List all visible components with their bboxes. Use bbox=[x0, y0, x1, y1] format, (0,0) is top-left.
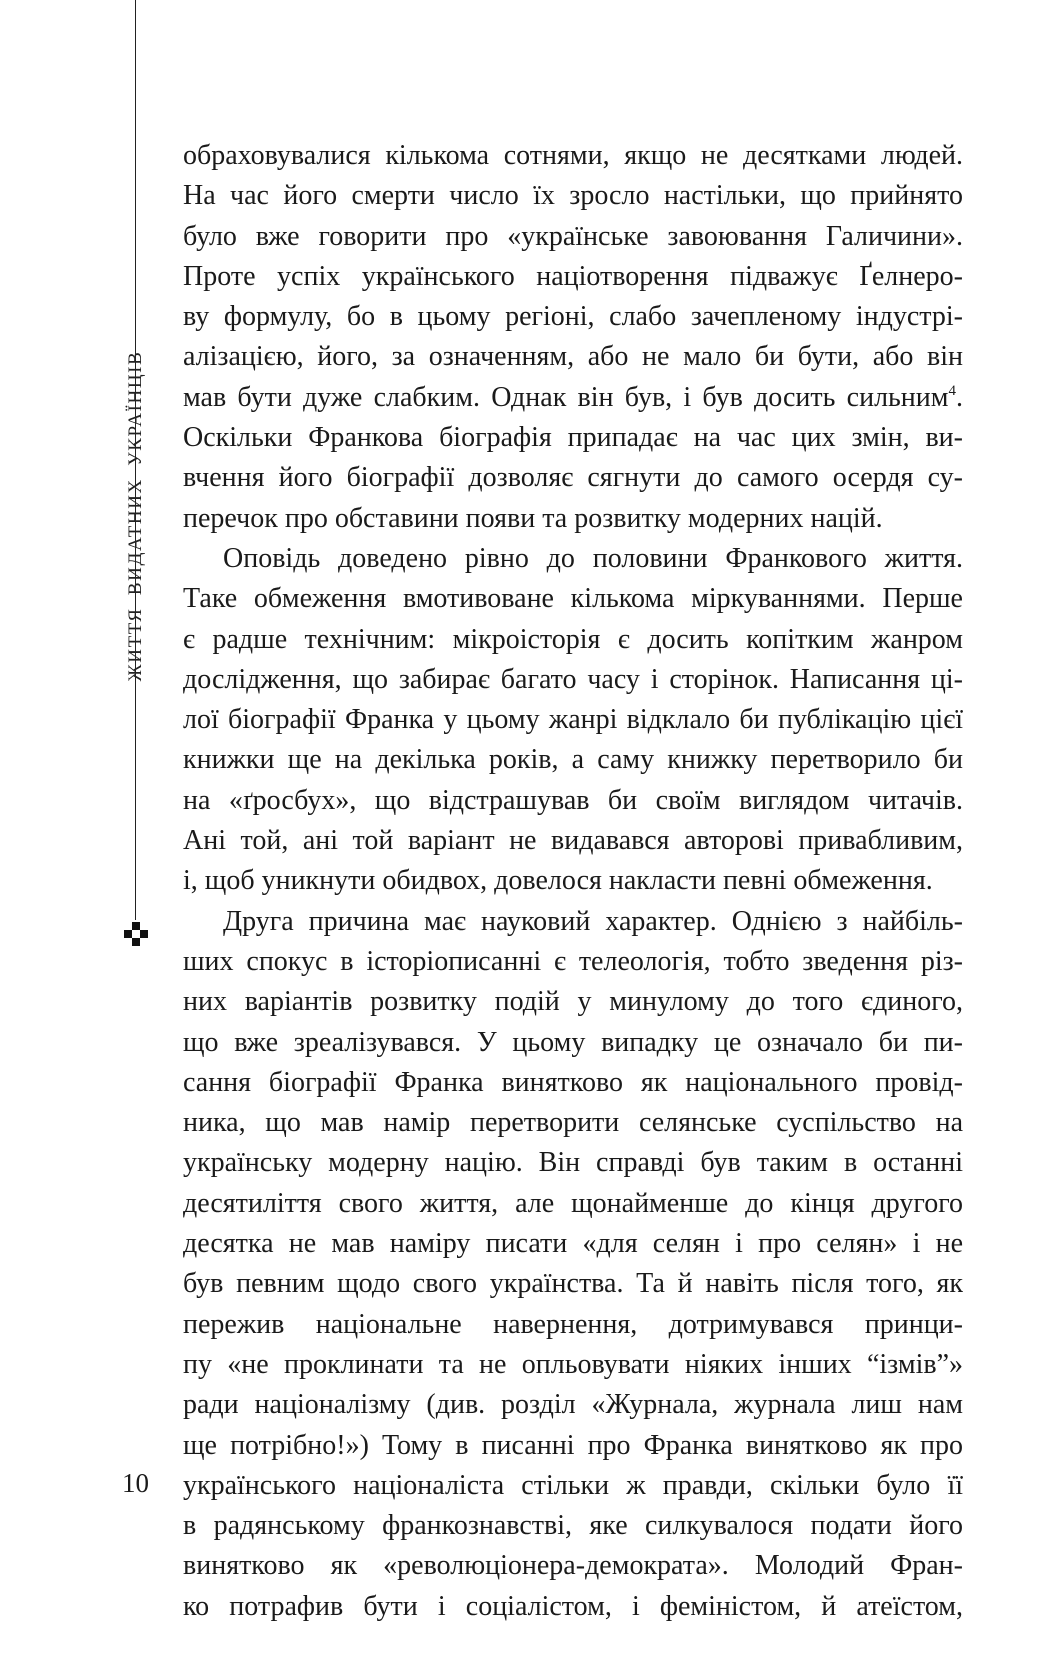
text-line bbox=[183, 700, 963, 740]
text-line bbox=[183, 1143, 963, 1183]
text-line bbox=[183, 1264, 963, 1304]
text-line-content: було вже говорити про «українське завоювання Галичини». bbox=[183, 220, 963, 252]
text-line bbox=[183, 740, 963, 780]
text-line bbox=[183, 378, 963, 418]
text-line-content: вчення його біографії дозволяє сягнути до самого осердя су- bbox=[183, 462, 963, 494]
text-line bbox=[183, 982, 963, 1022]
text-line-content: Таке обмеження вмотивоване кількома міркуваннями. Перше bbox=[183, 583, 963, 615]
text-line bbox=[183, 660, 963, 700]
text-line-content: на «ґросбух», що відстрашував би своїм виглядом читачів. bbox=[183, 784, 963, 816]
text-line bbox=[183, 821, 963, 861]
page-number: 10 bbox=[122, 1468, 149, 1498]
text-line-content: ще потрібно!») Тому в писанні про Франка винятково як про bbox=[183, 1429, 963, 1461]
text-line-content: Друга причина має науковий характер. Однією з найбіль- bbox=[223, 905, 963, 937]
text-line-content: ради націоналізму (див. розділ «Журнала, журнала лиш нам bbox=[183, 1389, 963, 1421]
text-line bbox=[183, 781, 963, 821]
text-line-content: українську модерну націю. Він справді був таким в останні bbox=[183, 1147, 963, 1179]
text-line-content: ника, що мав намір перетворити селянське суспільство на bbox=[183, 1107, 963, 1139]
text-line bbox=[183, 1063, 963, 1103]
running-head-text: ЖИТТЯ ВИДАТНИХ УКРАЇНЦІВ bbox=[124, 350, 146, 681]
text-line-content: ко потрафив бути і соціалістом, і феміністом, й атеїстом, bbox=[183, 1590, 963, 1622]
text-line bbox=[183, 136, 963, 176]
text-line-content: них варіантів розвитку подій у минулому до того єдиного, bbox=[183, 986, 963, 1018]
text-line-content: Оскільки Франкова біографія припадає на час цих змін, ви- bbox=[183, 422, 963, 454]
text-line bbox=[183, 1345, 963, 1385]
text-line bbox=[183, 499, 963, 539]
text-line bbox=[183, 418, 963, 458]
text-line bbox=[183, 1426, 963, 1466]
text-line-content: ших спокус в історіописанні є телеологія, тобто зведення різ- bbox=[183, 945, 963, 977]
text-line bbox=[183, 458, 963, 498]
text-line-content: Оповідь доведено рівно до половини Франкового життя. bbox=[223, 542, 963, 574]
text-line-content: винятково як «революціонера-демократа». Молодий Фран- bbox=[183, 1550, 963, 1582]
text-line-content: десятиліття свого життя, але щонайменше до кінця другого bbox=[183, 1187, 963, 1219]
text-line bbox=[183, 176, 963, 216]
text-line-content: дослідження, що забирає багато часу і сторінок. Написання ці- bbox=[183, 663, 963, 695]
text-line-content: сання біографії Франка винятково як національного провід- bbox=[183, 1066, 963, 1098]
text-line-content: перечок про обставини появи та розвитку модерних націй. bbox=[183, 502, 883, 534]
text-line bbox=[183, 902, 963, 942]
text-line-content: був певним щодо свого українства. Та й навіть після того, як bbox=[183, 1268, 963, 1300]
text-line bbox=[183, 1506, 963, 1546]
text-line bbox=[183, 620, 963, 660]
text-line bbox=[183, 257, 963, 297]
text-line-content: що вже зреалізувався. У цьому випадку це означало би пи- bbox=[183, 1026, 963, 1058]
text-line bbox=[183, 942, 963, 982]
text-line bbox=[183, 1305, 963, 1345]
body-text bbox=[183, 136, 963, 1627]
text-line-content: лої біографії Франка у цьому жанрі відклало би публікацію цієї bbox=[183, 704, 963, 736]
text-line bbox=[183, 1546, 963, 1586]
text-line-content: є радше технічним: мікроісторія є досить копітким жанром bbox=[183, 623, 963, 655]
text-line-content: книжки ще на декілька років, а саму книжку перетворило би bbox=[183, 744, 963, 776]
text-line bbox=[183, 861, 963, 901]
text-line bbox=[183, 297, 963, 337]
footnote-ref[interactable]: 4 bbox=[948, 382, 956, 399]
text-line-content: Проте успіх українського націотворення підважує Ґелнеро- bbox=[183, 260, 963, 292]
text-line-content: ву формулу, бо в цьому регіоні, слабо зачепленому індустрі- bbox=[183, 301, 963, 333]
text-line bbox=[183, 1224, 963, 1264]
text-line bbox=[183, 1385, 963, 1425]
text-line-content: алізацією, його, за означенням, або не мало би бути, або він bbox=[183, 341, 963, 373]
text-line-content: мав бути дуже слабким. Однак він був, і був досить сильним bbox=[183, 381, 949, 413]
text-line-content: українського націоналіста стільки ж правди, скільки було її bbox=[183, 1469, 963, 1501]
running-head bbox=[120, 350, 151, 681]
text-line-tail: . bbox=[956, 381, 963, 413]
text-line bbox=[183, 1023, 963, 1063]
text-line-content: Ані той, ані той варіант не видавався авторові привабливим, bbox=[183, 825, 963, 857]
text-line-content: пережив національне навернення, дотримувався принци- bbox=[183, 1308, 963, 1340]
text-line bbox=[183, 337, 963, 377]
text-line-content: в радянському франкознавстві, яке силкувалося подати його bbox=[183, 1510, 963, 1542]
text-line bbox=[183, 1103, 963, 1143]
text-line-content: і, щоб уникнути обидвох, довелося накласти певні обмеження. bbox=[183, 865, 933, 897]
text-line-content: На час його смерти число їх зросло настільки, що прийнято bbox=[183, 180, 963, 212]
section-marker-icon bbox=[124, 922, 148, 946]
text-line-content: пу «не проклинати та не опльовувати ніяких інших “ізмів”» bbox=[183, 1348, 963, 1380]
text-line bbox=[183, 1587, 963, 1627]
text-line bbox=[183, 217, 963, 257]
text-line bbox=[183, 579, 963, 619]
text-line bbox=[183, 1466, 963, 1506]
text-line-content: обраховувалися кількома сотнями, якщо не десятками людей. bbox=[183, 140, 963, 171]
text-line bbox=[183, 539, 963, 579]
text-line bbox=[183, 1184, 963, 1224]
text-line-content: десятка не мав наміру писати «для селян і про селян» і не bbox=[183, 1228, 963, 1260]
